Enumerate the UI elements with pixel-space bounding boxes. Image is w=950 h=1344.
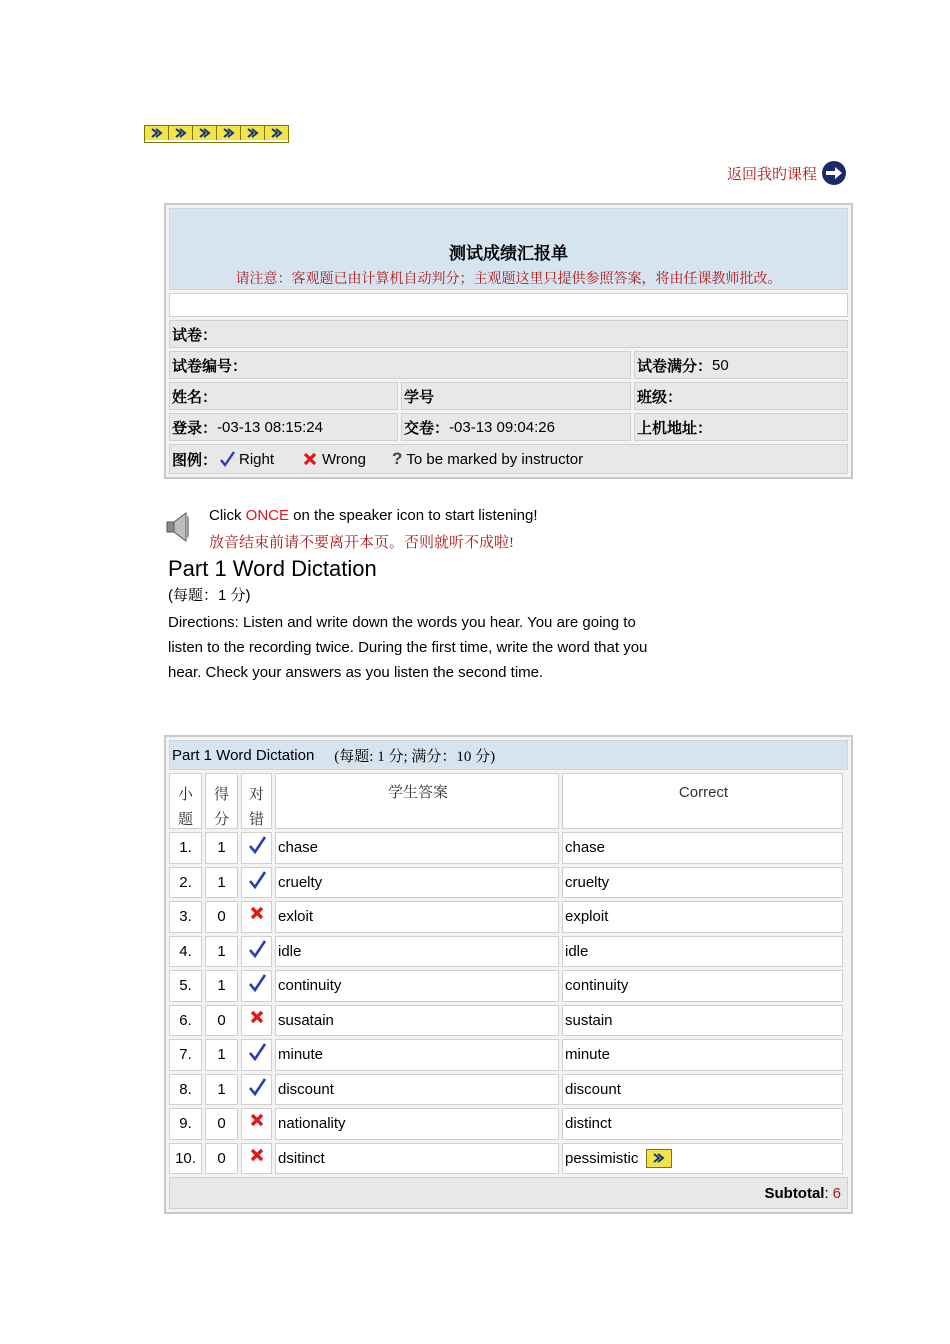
login-cell: [169, 413, 398, 441]
subtotal-row: Subtotal : 6: [169, 1177, 848, 1209]
question-score: 0: [205, 1143, 238, 1175]
name-row: [169, 382, 848, 410]
question-no: 8.: [169, 1074, 202, 1106]
question-mark: [241, 936, 272, 968]
correct-answer: idle: [562, 936, 843, 968]
table-row: [169, 1108, 848, 1140]
play-icon[interactable]: [169, 126, 193, 140]
checkmark-icon: [248, 940, 266, 958]
question-mark: [241, 1039, 272, 1071]
question-mark: [241, 901, 272, 933]
score-report-table: [164, 203, 853, 479]
question-no: 4.: [169, 936, 202, 968]
col-question-no-label: 小题: [178, 786, 194, 828]
question-mark: [241, 1005, 272, 1037]
correct-answer: distinct: [562, 1108, 843, 1140]
question-score: 1: [205, 936, 238, 968]
class-cell: [634, 382, 848, 410]
question-no: 10.: [169, 1143, 202, 1175]
checkmark-icon: [219, 451, 235, 467]
question-no: 3.: [169, 901, 202, 933]
question-no: 6.: [169, 1005, 202, 1037]
correct-answer: discount: [562, 1074, 843, 1106]
question-no: 7.: [169, 1039, 202, 1071]
listen-once: ONCE: [245, 507, 290, 524]
listen-warning: 放音结束前请不要离开本页。否则就听不成啦!: [209, 535, 514, 551]
col-score-label: 得分: [214, 786, 230, 828]
question-no: 2.: [169, 867, 202, 899]
student-answer: chase: [275, 832, 559, 864]
cross-icon: [249, 1147, 265, 1163]
col-score: [205, 773, 238, 829]
listen-pre: Click: [209, 507, 246, 524]
correct-answer: chase: [562, 832, 843, 864]
student-answer: idle: [275, 936, 559, 968]
checkmark-icon: [248, 1043, 266, 1061]
directions-text: Directions: Listen and write down the words you hear. You are going to listen to the recording twice. During the first time, write the word that you hear. Check your answers as you listen the second time.: [168, 614, 648, 681]
question-mark: [241, 1074, 272, 1106]
question-score: 1: [205, 832, 238, 864]
legend-wrong: [300, 451, 366, 468]
legend-label: 图例：: [172, 451, 218, 469]
question-mark: [241, 970, 272, 1002]
question-no: 1.: [169, 832, 202, 864]
subtotal-value: 6: [832, 1184, 841, 1202]
correct-answer: sustain: [562, 1005, 843, 1037]
name-label: 姓名：: [172, 388, 218, 406]
play-audio-icon[interactable]: [646, 1149, 672, 1168]
question-score: 1: [205, 867, 238, 899]
part-title: Part 1 Word Dictation: [168, 556, 377, 581]
col-mark: [241, 773, 272, 829]
report-note: 请注意：客观题已由计算机自动判分；主观题这里只提供参照答案，将由任课教师批改。: [235, 272, 782, 287]
checkmark-icon: [248, 871, 266, 889]
dictation-head-meta: (每题: 1 分; 满分：10 分): [334, 748, 496, 765]
exam-no-row: [169, 351, 848, 379]
question-mark: [241, 1143, 272, 1175]
report-header: [169, 208, 848, 290]
legend-row: [169, 444, 848, 474]
student-answer: cruelty: [275, 867, 559, 899]
name-cell: [169, 382, 398, 410]
question-mark-icon: ?: [391, 449, 403, 468]
legend-right: [217, 451, 274, 468]
back-label: 返回我旳课程: [726, 166, 817, 183]
question-no: 9.: [169, 1108, 202, 1140]
login-label: 登录：: [172, 419, 218, 437]
question-score: 1: [205, 970, 238, 1002]
table-row: [169, 1143, 848, 1175]
legend-pending-label: To be marked by instructor: [406, 450, 584, 468]
question-score: 1: [205, 1074, 238, 1106]
correct-answer: continuity: [562, 970, 843, 1002]
per-question-score: (每题：1 分): [168, 587, 251, 604]
student-answer: nationality: [275, 1108, 559, 1140]
submit-label: 交卷：: [404, 419, 450, 437]
exam-row: [169, 320, 848, 348]
exam-cell: [169, 320, 848, 348]
student-answer: susatain: [275, 1005, 559, 1037]
table-row: [169, 832, 848, 864]
cross-icon: [302, 451, 318, 467]
col-question-no: [169, 773, 202, 829]
checkmark-icon: [248, 974, 266, 992]
question-mark: [241, 867, 272, 899]
report-title: 测试成绩汇报单: [449, 244, 568, 263]
legend-pending: [392, 449, 583, 469]
subtotal-label: Subtotal: [764, 1184, 825, 1202]
table-row: [169, 1039, 848, 1071]
blank-row: [169, 293, 848, 317]
ip-label: 上机地址：: [637, 419, 713, 437]
listen-post: on the speaker icon to start listening!: [289, 507, 538, 524]
submit-time: -03-13 09:04:26: [449, 418, 555, 436]
exam-label: 试卷：: [172, 326, 218, 344]
column-header-row: [169, 773, 848, 829]
dictation-rows: [166, 832, 851, 1174]
arrow-right-icon: [821, 160, 847, 186]
student-no-cell: [401, 382, 631, 410]
legend-right-label: Right: [239, 450, 275, 468]
submit-cell: [401, 413, 631, 441]
table-row: [169, 1074, 848, 1106]
play-icon[interactable]: [265, 126, 288, 140]
exam-no-label: 试卷编号：: [172, 357, 248, 375]
class-label: 班级：: [637, 388, 683, 406]
question-score: 0: [205, 1005, 238, 1037]
question-score: 1: [205, 1039, 238, 1071]
play-icon[interactable]: [145, 126, 169, 140]
exam-no-cell: [169, 351, 631, 379]
table-row: [169, 901, 848, 933]
checkmark-icon: [248, 836, 266, 854]
nav-icon-strip: [144, 125, 289, 143]
table-row: [169, 970, 848, 1002]
student-answer: dsitinct: [275, 1143, 559, 1175]
table-row: [169, 936, 848, 968]
login-time: -03-13 08:15:24: [217, 418, 323, 436]
full-score-label: 试卷满分：: [637, 357, 713, 375]
correct-answer: exploit: [562, 901, 843, 933]
student-answer: exloit: [275, 901, 559, 933]
question-mark: [241, 832, 272, 864]
col-mark-label: 对错: [249, 786, 265, 828]
correct-answer: cruelty: [562, 867, 843, 899]
full-score-cell: [634, 351, 848, 379]
table-row: [169, 867, 848, 899]
student-answer: minute: [275, 1039, 559, 1071]
cross-icon: [249, 1112, 265, 1128]
question-mark: [241, 1108, 272, 1140]
play-icon[interactable]: [193, 126, 217, 140]
table-row: [169, 1005, 848, 1037]
question-score: 0: [205, 1108, 238, 1140]
dictation-head-title: Part 1 Word Dictation: [172, 746, 315, 764]
dictation-results-table: [164, 735, 853, 1214]
ip-cell: [634, 413, 848, 441]
student-answer: continuity: [275, 970, 559, 1002]
speaker-icon[interactable]: [166, 510, 190, 544]
question-no: 5.: [169, 970, 202, 1002]
play-icon[interactable]: [241, 126, 265, 140]
cross-icon: [249, 1009, 265, 1025]
col-student-answer: 学生答案: [275, 773, 559, 829]
question-score: 0: [205, 901, 238, 933]
student-no-label: 学号: [404, 388, 435, 406]
time-row: [169, 413, 848, 441]
dictation-header: [169, 740, 848, 770]
listen-instruction: [209, 507, 538, 524]
student-answer: discount: [275, 1074, 559, 1106]
legend-wrong-label: Wrong: [322, 450, 366, 468]
full-score-value: 50: [712, 356, 729, 374]
play-icon[interactable]: [217, 126, 241, 140]
back-to-courses-link[interactable]: [727, 160, 847, 186]
col-correct: Correct: [562, 773, 843, 829]
correct-answer: minute: [562, 1039, 843, 1071]
correct-answer: pessimistic: [562, 1143, 843, 1175]
cross-icon: [249, 905, 265, 921]
checkmark-icon: [248, 1078, 266, 1096]
